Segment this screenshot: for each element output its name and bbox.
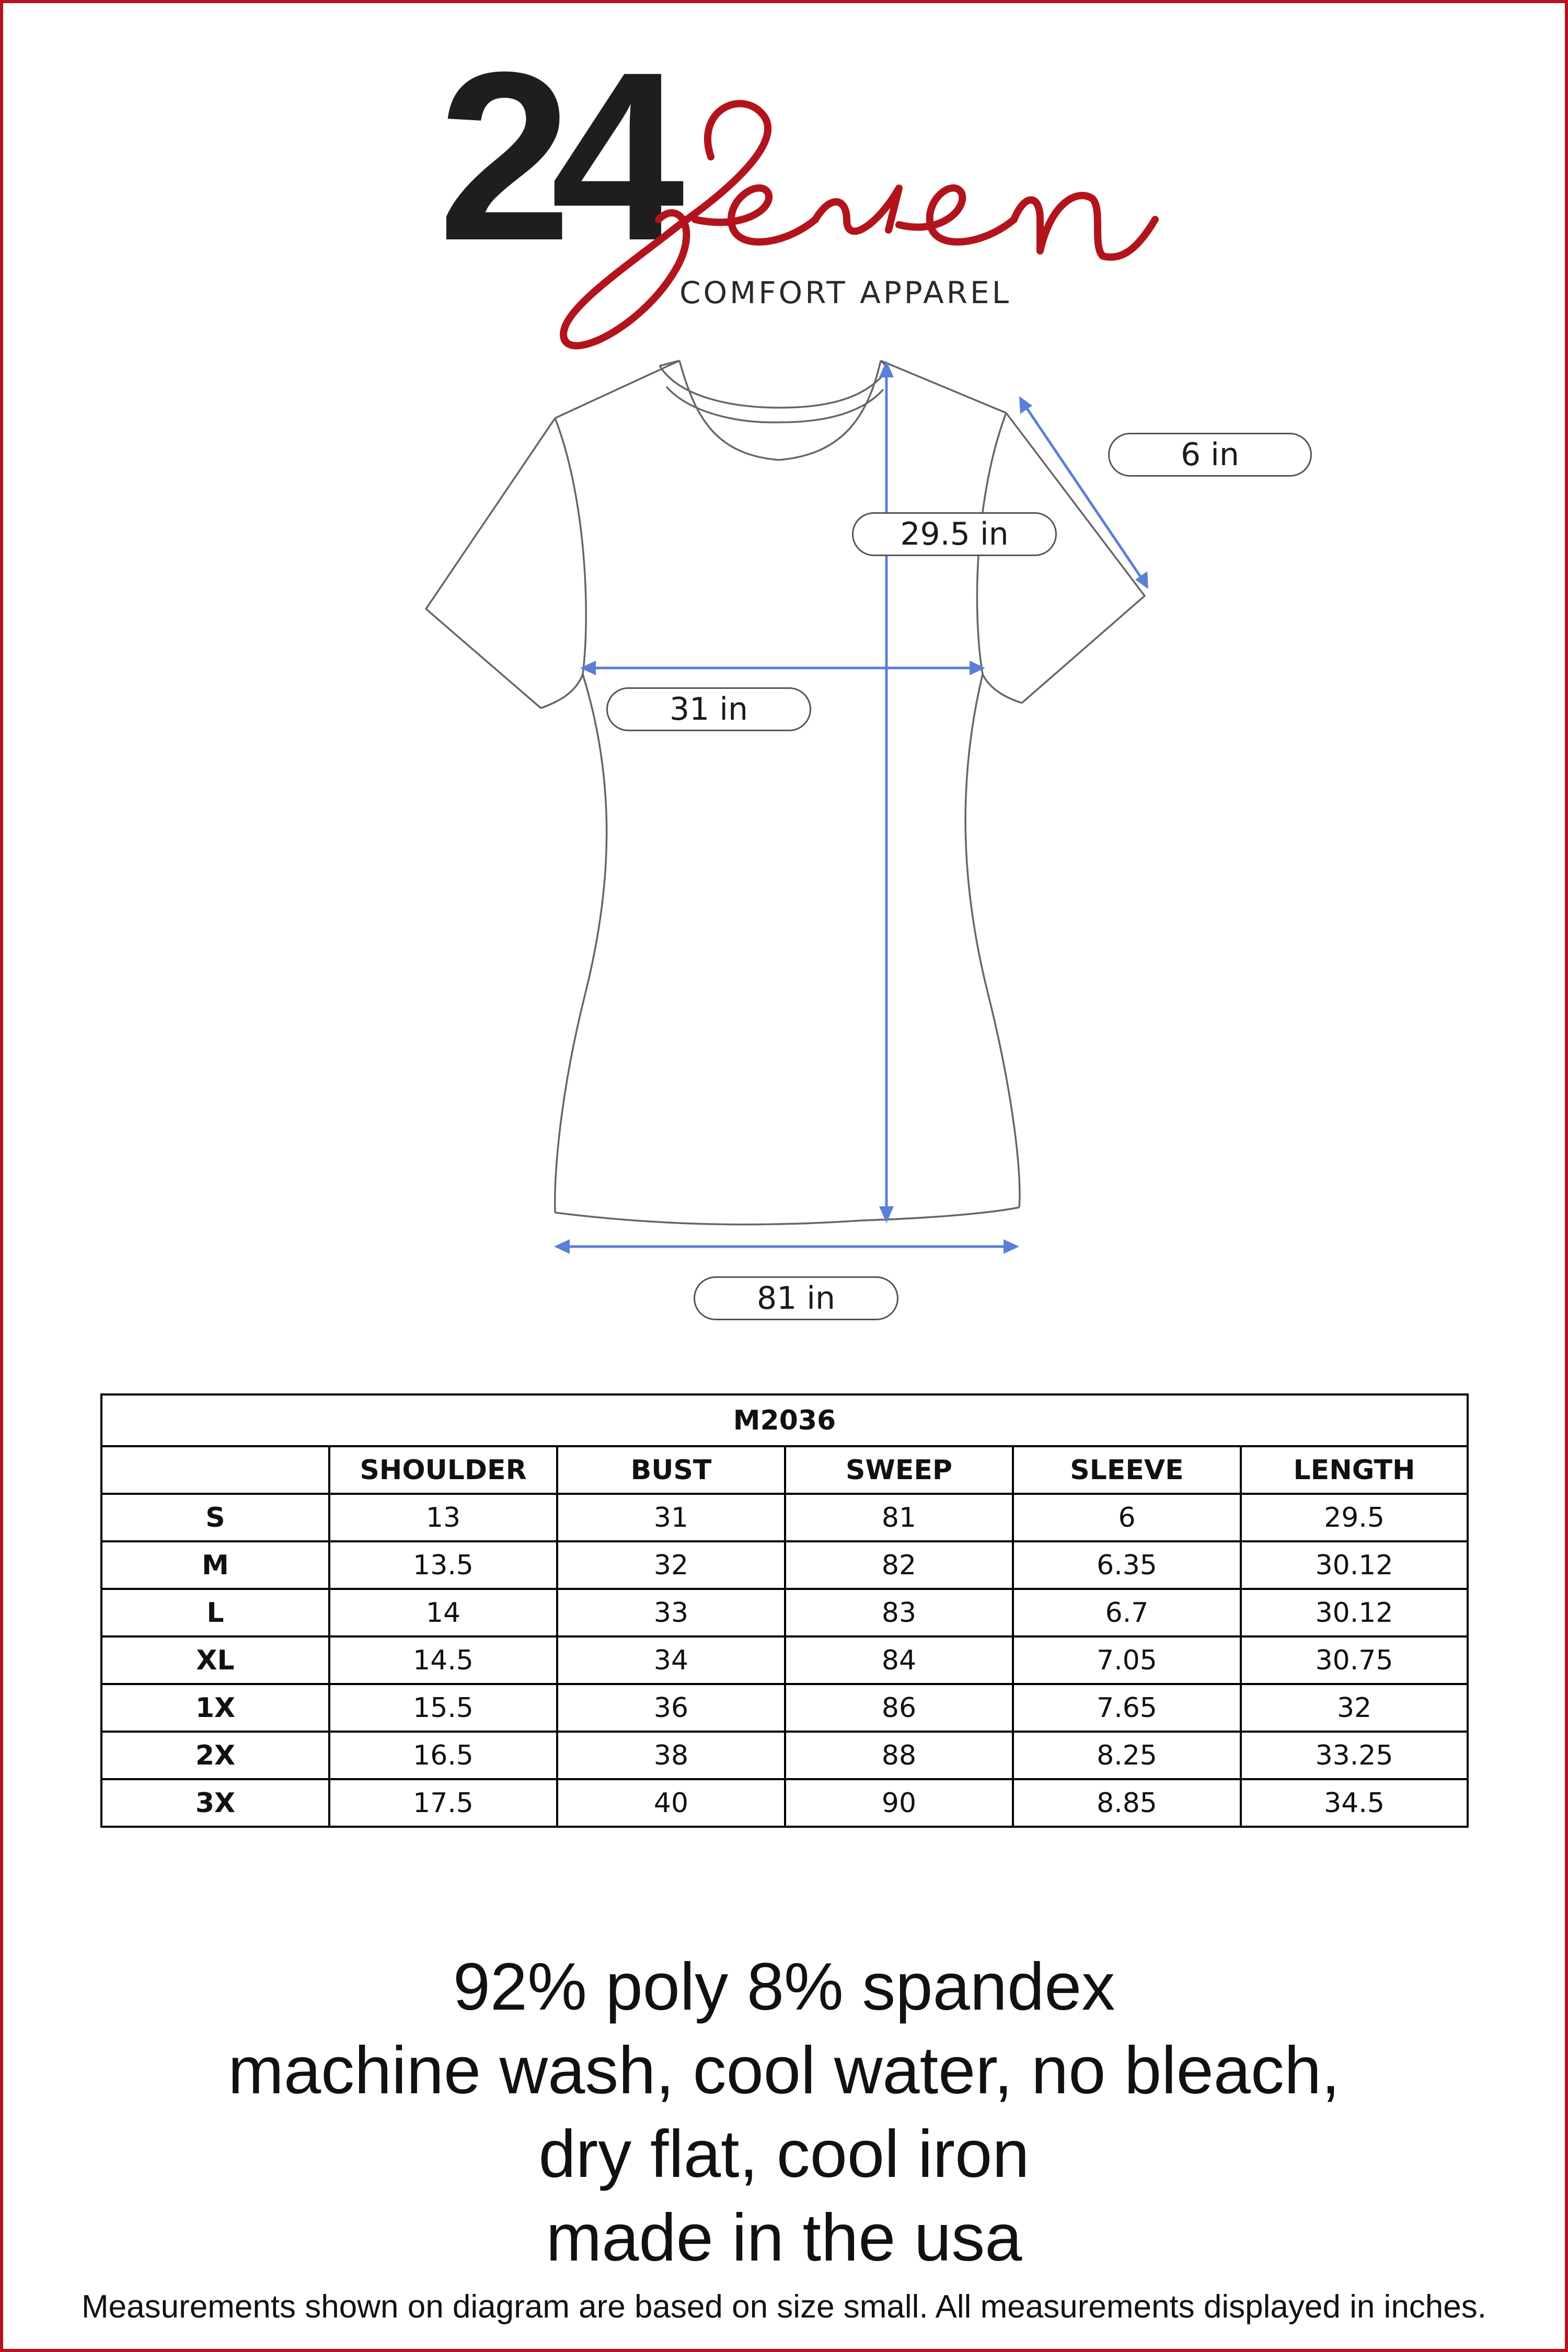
sweep-arrowhead-right <box>1004 1239 1019 1254</box>
sweep-value: 86 <box>785 1684 1013 1732</box>
sweep-value: 84 <box>785 1636 1013 1684</box>
neckline-outer <box>679 361 881 460</box>
sleeve-arrow <box>1023 402 1145 583</box>
bust-value: 31 <box>557 1494 785 1541</box>
size-label: 3X <box>101 1779 329 1827</box>
bust-value: 36 <box>557 1684 785 1732</box>
shoulder-value: 14 <box>329 1589 557 1636</box>
sweep-value: 82 <box>785 1541 1013 1589</box>
shoulder-value: 13 <box>329 1494 557 1541</box>
right-side-seam <box>965 674 1020 1207</box>
shoulder-value: 14.5 <box>329 1636 557 1684</box>
column-header-sleeve: SLEEVE <box>1013 1446 1241 1494</box>
length-value: 33.25 <box>1241 1732 1468 1779</box>
shoulder-value: 15.5 <box>329 1684 557 1732</box>
size-label: M <box>101 1541 329 1589</box>
sweep-value: 83 <box>785 1589 1013 1636</box>
bust-value: 40 <box>557 1779 785 1827</box>
table-row <box>101 1589 1468 1636</box>
size-label: 2X <box>101 1732 329 1779</box>
sleeve-value: 6 <box>1013 1494 1241 1541</box>
measurement-arrows <box>554 361 1148 1254</box>
sleeve-value: 8.25 <box>1013 1732 1241 1779</box>
sleeve-value: 6.7 <box>1013 1589 1241 1636</box>
right-armhole <box>977 413 1022 703</box>
sleeve-value: 7.05 <box>1013 1636 1241 1684</box>
shoulder-value: 13.5 <box>329 1541 557 1589</box>
right-shoulder <box>881 361 1006 413</box>
table-row <box>101 1732 1468 1779</box>
column-header-shoulder: SHOULDER <box>329 1446 557 1494</box>
neck-rib-1 <box>666 387 883 422</box>
left-sleeve <box>426 418 555 708</box>
table-header-row <box>101 1446 1468 1494</box>
bust-measurement-label: 31 in <box>606 687 811 731</box>
care-instructions-wash: machine wash, cool water, no bleach, <box>228 2033 1340 2108</box>
table-title-row <box>101 1394 1468 1446</box>
sweep-value: 81 <box>785 1494 1013 1541</box>
table-row <box>101 1494 1468 1541</box>
left-armhole <box>541 418 586 708</box>
length-value: 29.5 <box>1241 1494 1468 1541</box>
length-arrowhead-top <box>879 361 894 377</box>
bust-value: 33 <box>557 1589 785 1636</box>
column-header-size <box>101 1446 329 1494</box>
size-label: L <box>101 1589 329 1636</box>
size-label: S <box>101 1494 329 1541</box>
size-label: XL <box>101 1636 329 1684</box>
tshirt-outline <box>426 361 1145 1225</box>
sleeve-measurement-label: 6 in <box>1108 433 1312 477</box>
sweep-measurement-label: 81 in <box>694 1276 898 1320</box>
shoulder-value: 17.5 <box>329 1779 557 1827</box>
logo-tagline: COMFORT APPAREL <box>679 275 1012 310</box>
style-number: M2036 <box>101 1394 1468 1446</box>
bust-value: 34 <box>557 1636 785 1684</box>
column-header-bust: BUST <box>557 1446 785 1494</box>
sleeve-value: 6.35 <box>1013 1541 1241 1589</box>
measurement-footnote: Measurements shown on diagram are based on size small. All measurements displayed in inches. <box>81 2289 1486 2325</box>
shoulder-value: 16.5 <box>329 1732 557 1779</box>
neckline-inner <box>661 363 780 460</box>
sweep-arrowhead-left <box>554 1239 570 1254</box>
column-header-sweep: SWEEP <box>785 1446 1013 1494</box>
table-row <box>101 1779 1468 1827</box>
left-shoulder <box>555 361 679 418</box>
size-chart-table <box>100 1393 1469 1828</box>
sweep-value: 88 <box>785 1732 1013 1779</box>
table-row <box>101 1636 1468 1684</box>
length-value: 34.5 <box>1241 1779 1468 1827</box>
column-header-length: LENGTH <box>1241 1446 1468 1494</box>
origin-statement: made in the usa <box>546 2200 1022 2275</box>
fabric-content: 92% poly 8% spandex <box>453 1950 1115 2024</box>
length-measurement-label: 29.5 in <box>852 512 1057 556</box>
size-label: 1X <box>101 1684 329 1732</box>
sleeve-value: 7.65 <box>1013 1684 1241 1732</box>
sleeve-value: 8.85 <box>1013 1779 1241 1827</box>
length-value: 32 <box>1241 1684 1468 1732</box>
logo-number: 24 <box>438 22 664 291</box>
hem <box>555 1207 1019 1225</box>
length-value: 30.12 <box>1241 1541 1468 1589</box>
neck-top <box>660 361 889 368</box>
table-row <box>101 1684 1468 1732</box>
length-value: 30.75 <box>1241 1636 1468 1684</box>
sweep-value: 90 <box>785 1779 1013 1827</box>
left-side-seam <box>555 674 607 1213</box>
length-value: 30.12 <box>1241 1589 1468 1636</box>
bust-value: 38 <box>557 1732 785 1779</box>
table-row <box>101 1541 1468 1589</box>
bust-value: 32 <box>557 1541 785 1589</box>
care-instructions-dry: dry flat, cool iron <box>538 2117 1030 2192</box>
